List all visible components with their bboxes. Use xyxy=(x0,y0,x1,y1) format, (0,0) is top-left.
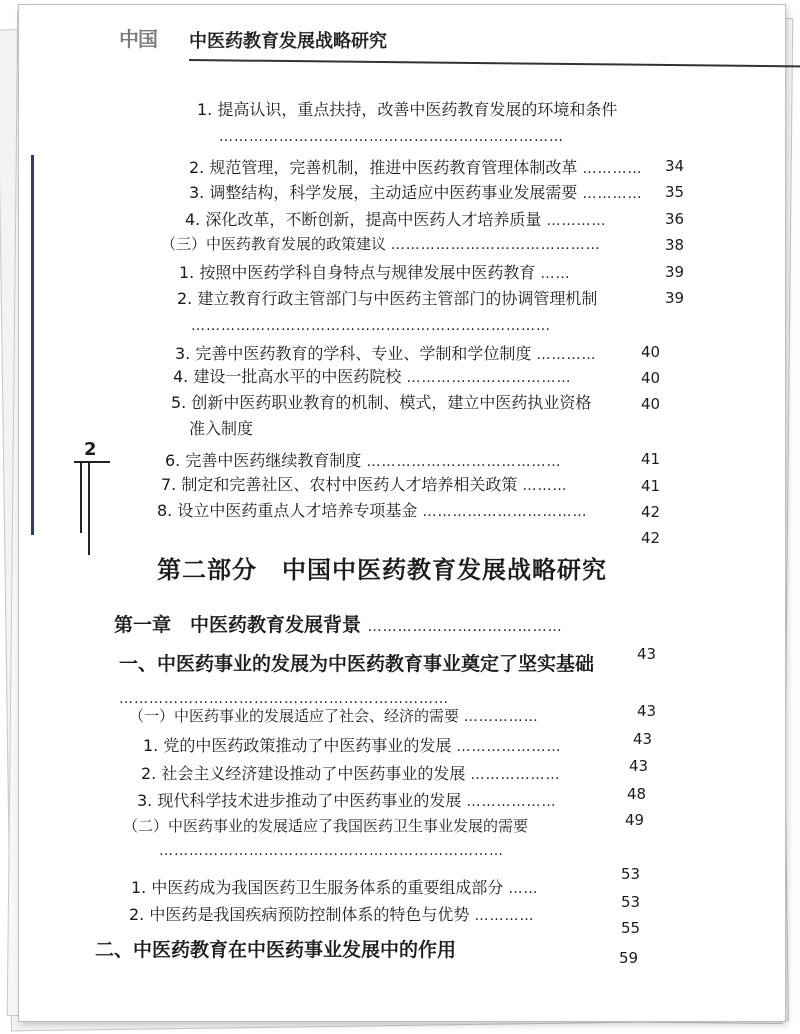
page-ref: 43 xyxy=(637,645,657,663)
leader-dots: ………………………………… xyxy=(367,619,563,635)
leader-dots: …………………………………………………………… xyxy=(219,129,564,145)
leader-dots: …………………………… xyxy=(422,504,588,520)
toc-subheading xyxy=(129,705,539,726)
entry-text: 1. 按照中医药学科自身特点与规律发展中医药教育 xyxy=(179,263,536,282)
toc-entry xyxy=(129,902,534,925)
entry-text: 7. 制定和完善社区、农村中医药人才培养相关政策 xyxy=(161,475,518,494)
book-page xyxy=(18,4,786,1022)
leader-dots: ………… xyxy=(546,213,607,229)
toc-entry xyxy=(185,207,606,230)
leader-dots: ………………………………………………………… xyxy=(119,691,449,707)
page-ref: 48 xyxy=(627,785,647,803)
leader-dots: ………… xyxy=(474,908,535,924)
page-ref: 38 xyxy=(665,236,685,254)
page-ref: 36 xyxy=(665,210,685,228)
page-ref: 49 xyxy=(625,811,645,829)
page-ref: 42 xyxy=(641,529,661,547)
page-ref: 40 xyxy=(641,369,661,387)
leader-dots: ………………… xyxy=(456,739,562,755)
page-number-marker xyxy=(74,439,114,565)
leader-dots: …… xyxy=(508,881,539,897)
entry-text: 4. 建设一批高水平的中医药院校 xyxy=(173,367,402,386)
leader-dots: ………… xyxy=(582,161,643,177)
toc-entry xyxy=(157,498,587,521)
leader-dots: ………… xyxy=(536,347,597,363)
leader-dots: …………………………………………………………… xyxy=(159,843,504,859)
toc-subheading xyxy=(123,815,528,836)
section-heading: 一、中医药事业的发展为中医药教育事业奠定了坚实基础 xyxy=(119,653,595,675)
page-ref: 55 xyxy=(621,919,641,937)
toc-entry xyxy=(143,733,561,756)
section-heading: 二、中医药教育在中医药事业发展中的作用 xyxy=(95,939,457,961)
leader-dots: …………………………… xyxy=(406,370,572,386)
page-ref: 53 xyxy=(621,865,641,883)
page-ref: 59 xyxy=(619,949,639,967)
page-ref: 39 xyxy=(665,263,685,281)
page-ref: 43 xyxy=(637,702,657,720)
toc-entry-continuation xyxy=(189,416,253,439)
chapter-title: 第一章 中医药教育发展背景 xyxy=(114,614,362,636)
toc-subheading xyxy=(161,233,601,254)
entry-text: （三）中医药教育发展的政策建议 xyxy=(161,235,387,253)
page-ref: 35 xyxy=(665,183,685,201)
page-ref: 39 xyxy=(665,289,685,307)
toc-entry xyxy=(173,364,571,387)
entry-text: 1. 提高认识，重点扶持，改善中医药教育发展的环境和条件 xyxy=(197,100,618,119)
page-ref: 40 xyxy=(641,395,661,413)
leader-dots: …………………………………… xyxy=(390,237,601,253)
page-ref: 41 xyxy=(641,477,661,495)
toc-entry xyxy=(141,761,560,784)
divider xyxy=(80,463,82,533)
entry-text: 6. 完善中医药继续教育制度 xyxy=(165,451,362,470)
leader-dots: …… xyxy=(540,266,571,282)
leader-dots: ……… xyxy=(522,478,568,494)
page-header xyxy=(119,19,739,59)
page-ref: 43 xyxy=(629,757,649,775)
chapter-heading xyxy=(114,610,563,637)
header-title: 中医药教育发展战略研究 xyxy=(189,31,387,52)
entry-text: 2. 建立教育行政主管部门与中医药主管部门的协调管理机制 xyxy=(177,289,598,308)
header-rule xyxy=(189,59,800,67)
toc-entry xyxy=(177,286,597,309)
leader-dots: ……………… xyxy=(470,767,561,783)
toc-entry xyxy=(179,260,570,283)
logo: 中国 xyxy=(119,27,157,51)
page-number: 2 xyxy=(84,439,97,460)
entry-text: 2. 中医药是我国疾病预防控制体系的特色与优势 xyxy=(129,905,470,924)
toc-entry xyxy=(161,472,567,495)
leader-dots: …………… xyxy=(463,709,539,725)
toc-entry xyxy=(171,390,591,413)
toc-entry xyxy=(137,788,556,811)
leader-dots: ………………………………… xyxy=(366,454,562,470)
entry-text: 准入制度 xyxy=(189,419,254,438)
entry-text: 3. 完善中医药教育的学科、专业、学制和学位制度 xyxy=(175,344,532,363)
toc-entry xyxy=(197,97,617,120)
page-ref: 40 xyxy=(641,343,661,361)
entry-text: 1. 中医药成为我国医药卫生服务体系的重要组成部分 xyxy=(131,878,504,897)
entry-text: （二）中医药事业的发展适应了我国医药卫生事业发展的需要 xyxy=(123,817,529,835)
entry-text: 4. 深化改革，不断创新，提高中医药人才培养质量 xyxy=(185,210,542,229)
entry-text: （一）中医药事业的发展适应了社会、经济的需要 xyxy=(129,707,460,725)
toc-entry xyxy=(165,448,561,471)
leader-dots: ………… xyxy=(582,186,643,202)
entry-text: 2. 规范管理，完善机制，推进中医药教育管理体制改革 xyxy=(189,158,578,177)
entry-text: 5. 创新中医药职业教育的机制、模式，建立中医药执业资格 xyxy=(171,393,592,412)
entry-text: 3. 现代科学技术进步推动了中医药事业的发展 xyxy=(137,791,462,810)
leader-dots: ……………… xyxy=(466,794,557,810)
leader-dots: ……………………………………………………………… xyxy=(191,318,551,334)
entry-text: 2. 社会主义经济建设推动了中医药事业的发展 xyxy=(141,764,466,783)
page-ref: 41 xyxy=(641,450,661,468)
part-heading: 第二部分 中国中医药教育发展战略研究 xyxy=(157,556,607,584)
entry-text: 8. 设立中医药重点人才培养专项基金 xyxy=(157,501,418,520)
page-ref: 53 xyxy=(621,893,641,911)
page-ref: 34 xyxy=(665,157,685,175)
toc-entry xyxy=(175,341,596,364)
page-ref: 42 xyxy=(641,503,661,521)
entry-text: 3. 调整结构，科学发展，主动适应中医药事业发展需要 xyxy=(189,183,578,202)
toc-entry xyxy=(189,180,642,203)
page-ref: 43 xyxy=(633,730,653,748)
divider xyxy=(88,463,90,555)
page-edge xyxy=(31,155,34,535)
toc-entry xyxy=(189,155,642,178)
toc-entry xyxy=(131,875,538,898)
entry-text: 1. 党的中医药政策推动了中医药事业的发展 xyxy=(143,736,452,755)
